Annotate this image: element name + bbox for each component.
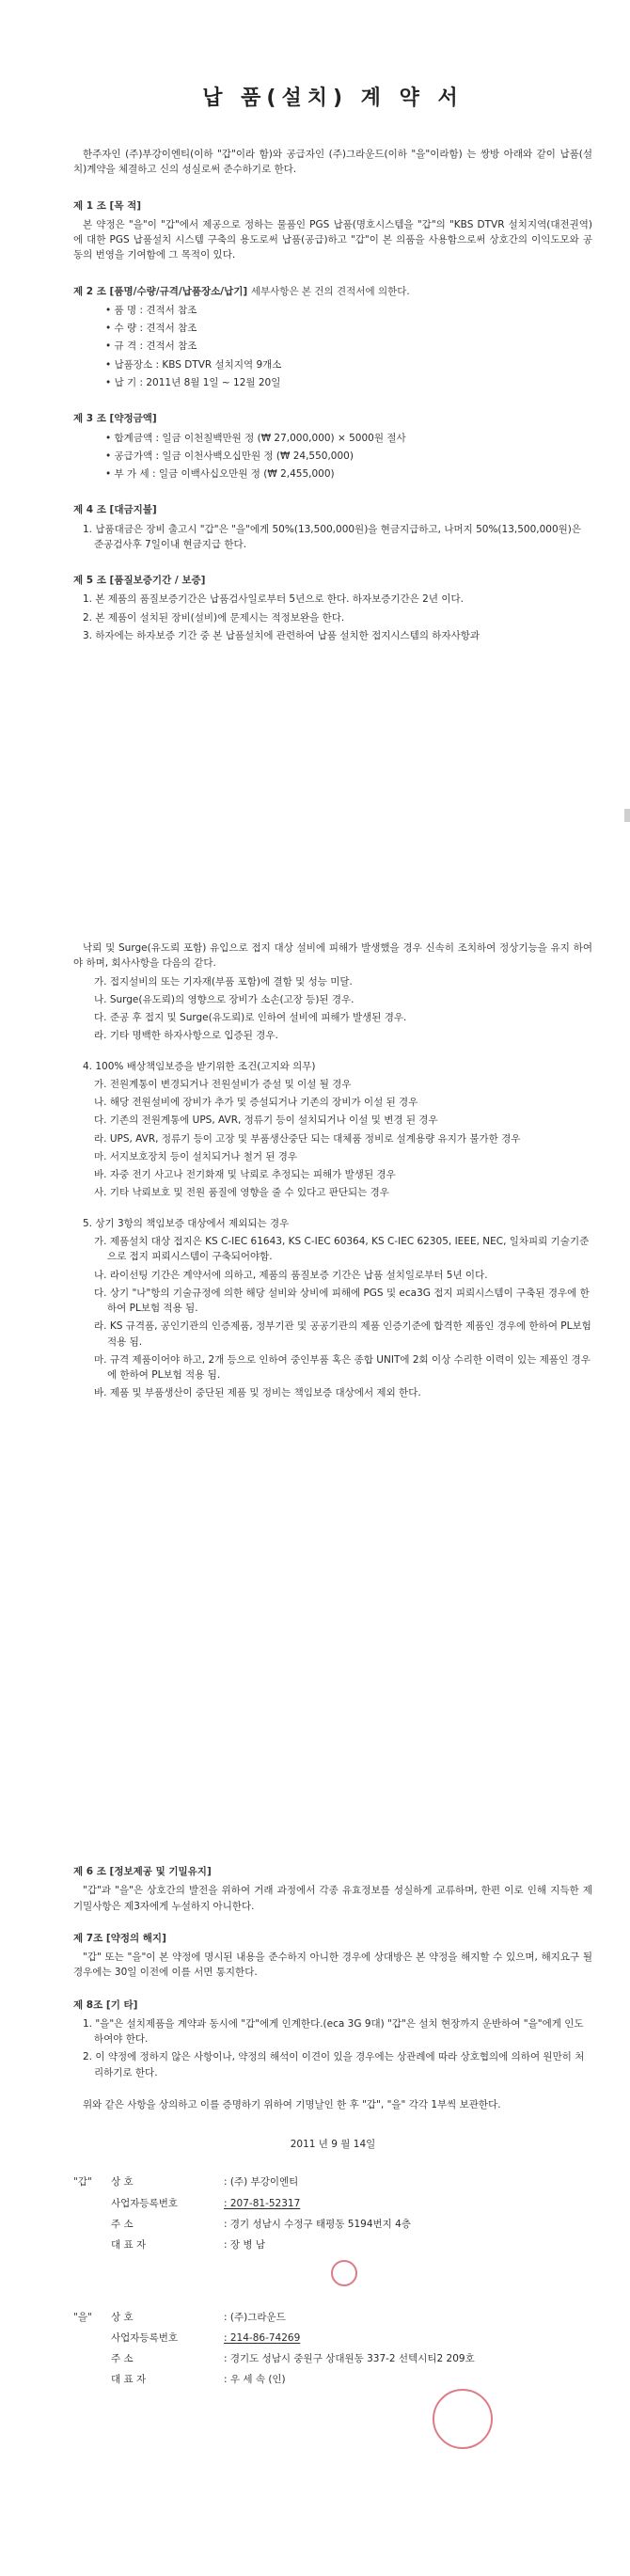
article-2-heading [73,284,592,299]
party-a-key: 사업자등록번호 [111,2197,179,2209]
party-b-row [73,2331,592,2346]
contract-sheet-1 [0,0,630,903]
article-2-item: • 품 명 : 견적서 참조 [105,304,197,316]
contract-intro: 한주자인 (주)부강이엔티(이하 "갑"이라 함)와 공급자인 (주)그라운드(이하 "을"이라함) 는 쌍방 아래와 같이 납품(설치)계약을 체결하고 신의 성실로써 준수하기로 한다. [73,149,592,176]
defect-item: 가. 접지설비의 또는 기자재(부품 포함)에 결함 및 성능 미달. [94,975,353,988]
article-3-item: • 공급가액 : 일금 이천사백오십만원 정 (₩ 24,550,000) [105,450,354,462]
party-b-key: 대 표 자 [111,2374,147,2386]
party-b-label: "을" [73,2311,92,2323]
condition-item: 바. 자중 전기 사고나 전기화재 및 낙뢰로 추정되는 피해가 발생된 경우 [94,1169,396,1181]
article-2-item: • 수 량 : 견적서 참조 [105,323,197,335]
article-2-item: • 납품장소 : KBS DTVR 설치지역 9개소 [105,358,282,371]
article-6-text: "갑"과 "을"은 상호간의 발전을 위하여 거래 과정에서 각종 유효정보를 성실하게 교류하며, 한편 이로 인해 지득한 제 기밀사항은 제3자에게 누설하지 아니한다. [73,1885,592,1912]
article-3-item: • 부 가 세 : 일금 이백사십오만원 정 (₩ 2,455,000) [105,468,335,481]
party-b-value: : (주)그라운드 [224,2311,286,2323]
contract-title: 납 품(설치) 계 약 서 [202,87,464,110]
article-2-item: • 납 기 : 2011년 8월 1일 ~ 12월 20일 [105,377,281,389]
contract-date: 2011 년 9 월 14일 [290,2139,376,2151]
article-8-item: 1. "을"은 설치제품을 계약과 동시에 "갑"에게 인계한다.(eca 3G 9대) "갑"은 설치 현장까지 운반하여 "을"에게 인도하여야 한다. [83,2017,584,2046]
section-5-heading: 5. 상기 3항의 책임보증 대상에서 제외되는 경우 [83,1217,290,1229]
contract-sheet-2 [0,903,630,1749]
defect-item: 나. Surge(유도뢰)의 영향으로 장비가 소손(고장 등)된 경우. [94,993,354,1005]
article-2-title: 제 2 조 [품명/수량/규격/납품장소/납기] [73,285,248,297]
closing-statement: 위와 같은 사항을 상의하고 이를 증명하기 위하여 기명날인 한 후 "갑", "을" 각각 1부씩 보관한다. [83,2098,501,2110]
party-a-value: : (주) 부강이엔티 [224,2176,299,2189]
article-7-heading: 제 7조 [약정의 해지] [73,1932,166,1944]
party-a-value: : 장 병 남 [224,2239,265,2252]
article-3-item: • 합계금액 : 일금 이천칠백만원 정 (₩ 27,000,000) × 5000원 절사 [105,432,406,444]
party-b-key: 상 호 [111,2311,134,2323]
article-3-heading: 제 3 조 [약정금액] [73,413,157,425]
article-8-item: 2. 이 약정에 정하지 않은 사항이나, 약정의 해석이 이견이 있을 경우에는 상관례에 따라 상호협의에 의하여 원만히 처리하기로 한다. [83,2051,585,2078]
party-b-row [73,2310,592,2325]
company-seal-stamp [433,2389,493,2449]
article-7-text: "갑" 또는 "을"이 본 약정에 명시된 내용을 준수하지 아니한 경우에 상대방은 본 약정을 해지할 수 있으며, 해지요구 될 경우에는 30일 이전에 이를 서면 통지한다. [73,1952,592,1979]
exclusion-item: 라. KS 규격품, 공인기관의 인증제품, 정부기관 및 공공기관의 제품 인증기준에 합격한 제품인 경우에 한하여 PL보험 적용 됨. [94,1320,591,1348]
binding-mark [624,809,630,822]
party-a-value: : 207-81-52317 [224,2197,301,2209]
party-b-row [73,2372,592,2387]
party-b-key: 사업자등록번호 [111,2331,179,2344]
article-4-item: 1. 납품대금은 장비 출고시 "갑"은 "을"에게 50%(13,500,000원)을 현금지급하고, 나머지 50%(13,500,000원)은 준공검사후 7일이내 현금지급 한다. [83,523,582,550]
condition-item: 사. 기타 낙뢰보호 및 전원 품질에 영향을 줄 수 있다고 판단되는 경우 [94,1187,389,1199]
article-2-note: 세부사항은 본 건의 견적서에 의한다. [250,285,410,297]
party-a-label: "갑" [73,2176,92,2189]
condition-item: 마. 서지보호장치 등이 설치되거나 철거 된 경우 [94,1150,298,1162]
party-a-key: 대 표 자 [111,2239,147,2252]
contract-sheet-3 [0,1749,630,2576]
article-5-item: 3. 하자에는 하자보증 기간 중 본 납품설치에 관련하여 납품 설치한 접지시스템의 하자사항과 [83,629,480,641]
party-b-value: : 214-86-74269 [224,2331,301,2344]
condition-item: 가. 전원계통이 변경되거나 전원설비가 증설 및 이설 될 경우 [94,1078,352,1090]
exclusion-item: 다. 상기 "나"항의 기술규정에 의한 해당 설비와 상비에 피해에 PGS 및 eca3G 접지 피뢰시스템이 구축된 경우에 한하여 PL보험 적용 됨. [94,1287,590,1315]
defect-item: 다. 준공 후 접지 및 Surge(유도뢰)로 인하여 설비에 피해가 발생된 경우. [94,1012,407,1024]
party-a-value: : 경기 성남시 수정구 태평동 5194번지 4층 [224,2218,411,2230]
exclusion-item: 바. 제품 및 부품생산이 중단된 제품 및 정비는 책임보증 대상에서 제외 한다. [94,1387,421,1399]
party-b-block [73,2310,592,2388]
party-a-row [73,2196,592,2211]
article-2-item: • 규 격 : 견적서 참조 [105,340,197,353]
article-5-heading: 제 5 조 [품질보증기간 / 보증] [73,575,206,587]
party-b-value: : 우 세 속 (인) [224,2374,286,2386]
article-4-heading: 제 4 조 [대금지불] [73,504,157,516]
party-a-key: 주 소 [111,2218,134,2230]
condition-item: 다. 기존의 전원계통에 UPS, AVR, 정류기 등이 설치되거나 이설 및 변경 된 경우 [94,1114,438,1127]
exclusion-item: 나. 라이선팅 기간은 계약서에 의하고, 제품의 품질보증 기간은 납품 설치일로부터 5년 이다. [94,1269,488,1281]
party-b-value: : 경기도 성남시 중원구 상대원동 337-2 선텍시티2 209호 [224,2353,475,2365]
article-1-heading: 제 1 조 [목 적] [73,199,142,212]
defect-item: 라. 기타 명백한 하자사항으로 입증된 경우. [94,1030,278,1042]
article-8-heading: 제 8조 [기 타] [73,1999,138,2011]
condition-item: 라. UPS, AVR, 정류기 등이 고장 및 부품생산중단 되는 대체품 정비로 설계용량 유지가 불가한 경우 [94,1132,521,1145]
condition-item: 나. 해당 전원설비에 장비가 추가 및 증설되거나 기존의 장비가 이설 된 경우 [94,1097,418,1109]
article-5-item: 2. 본 제품이 설치된 장비(설비)에 문제시는 적정보완을 한다. [83,611,345,624]
date-seal-stamp [331,2260,357,2286]
party-b-row [73,2351,592,2366]
exclusion-item: 마. 규격 제품이어야 하고, 2개 등으로 인하여 중인부품 혹은 종합 UNIT에 2회 이상 수리한 이력이 있는 제품인 경우에 한하여 PL보험 적용 됨. [94,1353,591,1382]
article-6-heading: 제 6 조 [정보제공 및 기밀유지] [73,1866,212,1877]
article-5-continued: 낙뢰 및 Surge(유도뢰 포함) 유입으로 접지 대상 설비에 피해가 발생했을 경우 신속히 조치하여 정상기능을 유지 하여야 하며, 회사사항을 다음의 같다. [73,942,592,970]
section-4-heading: 4. 100% 배상책임보증을 받기위한 조건(고지와 의무) [83,1060,316,1072]
party-b-key: 주 소 [111,2353,134,2365]
article-1-text: 본 약정은 "을"이 "갑"에서 제공으로 정하는 물품인 PGS 납품(명호시스템을 "갑"의 "KBS DTVR 설치지역(대전권역)에 대한 PGS 납품설치 시스템 구축의 용도로써 납품(공급)하고 "갑"이 본 의품을 사용함으로써 상호간의 이익도모와 공동의 번영을 기여함에 그 목적이 있다. [73,218,592,261]
party-a-key: 상 호 [111,2176,134,2189]
party-a-row [73,2174,592,2189]
party-a-block [73,2174,592,2252]
party-a-row [73,2217,592,2232]
party-a-row [73,2237,592,2252]
exclusion-item: 가. 제품설치 대상 접지은 KS C-IEC 61643, KS C-IEC 60364, KS C-IEC 62305, IEEE, NEC, 일차피뢰 기술기준으로 접지 피뢰시스템이 구축되어야함. [94,1235,590,1263]
article-5-item: 1. 본 제품의 품질보증기간은 납품검사일로부터 5년으로 한다. 하자보증기간은 2년 이다. [83,593,464,606]
